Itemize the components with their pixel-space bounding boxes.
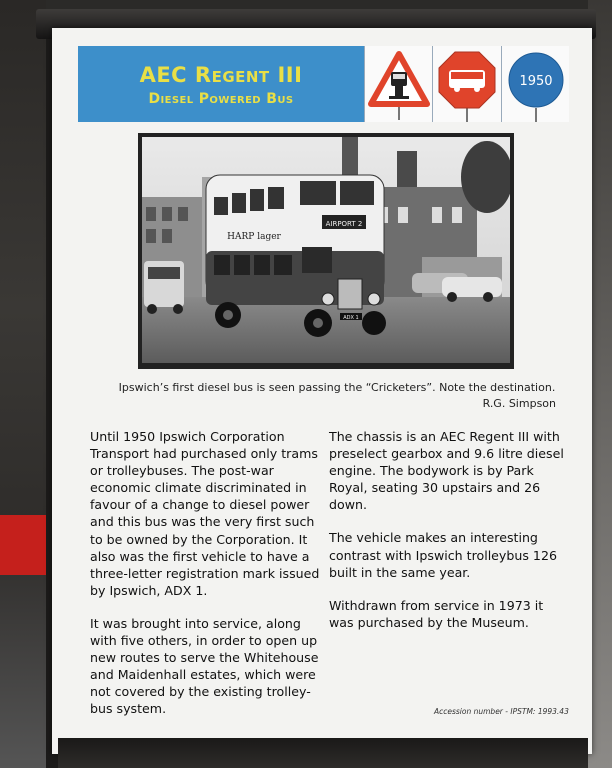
display-rail-bottom [58, 738, 588, 768]
photo-credit: R.G. Simpson [482, 397, 556, 410]
sign-warning [364, 46, 432, 122]
header-panel [78, 46, 364, 122]
body-paragraph: Until 1950 Ipswich Corporation Transport had purchased only trams or trolleybuses. The post-war economic climate discriminated in favour of a change to diesel power and this bus was the very first such to be owned by the Corporation. It also was the first vehicle to have a three-letter registration mark issued by Ipswich, ADX 1. [90, 429, 320, 598]
accession-number: Accession number - IPSTM: 1993.43 [434, 707, 569, 716]
photo-caption: Ipswich’s first diesel bus is seen passing the “Cricketers”. Note the destination. [118, 381, 556, 394]
year-circle-icon [502, 46, 570, 122]
bus-registration-plate: ADX 1 [343, 315, 359, 321]
bus-octagon-icon [433, 46, 501, 122]
body-paragraph: The vehicle makes an interesting contrast with Ipswich trolleybus 126 built in the same year. [329, 530, 557, 580]
year-label: 1950 [519, 74, 553, 89]
body-column-left [90, 428, 322, 734]
sign-bus [432, 46, 500, 122]
background-red-stripe [0, 515, 46, 575]
bus-advert: HARP lager [227, 232, 281, 242]
bus-destination-sign: AIRPORT 2 [325, 220, 363, 228]
body-paragraph: It was brought into service, along with five others, in order to open up new routes to serve the Whitehouse and Maidenhall estates, which were not covered by the existing trolley-bus system. [90, 615, 319, 717]
board-title: AEC Regent III [139, 63, 303, 87]
body-column-right [329, 428, 569, 647]
sign-year [501, 46, 569, 122]
background-left [0, 0, 46, 768]
sign-strip [364, 46, 569, 122]
body-paragraph: The chassis is an AEC Regent III with preselect gearbox and 9.6 litre diesel engine. The bodywork is by Park Royal, seating 30 upstairs and 26 down. [329, 429, 564, 513]
board-subtitle: Diesel Powered Bus [148, 91, 294, 107]
bus-photograph [142, 137, 510, 363]
warning-triangle-icon [365, 46, 433, 122]
body-paragraph: Withdrawn from service in 1973 it was purchased by the Museum. [329, 597, 544, 630]
